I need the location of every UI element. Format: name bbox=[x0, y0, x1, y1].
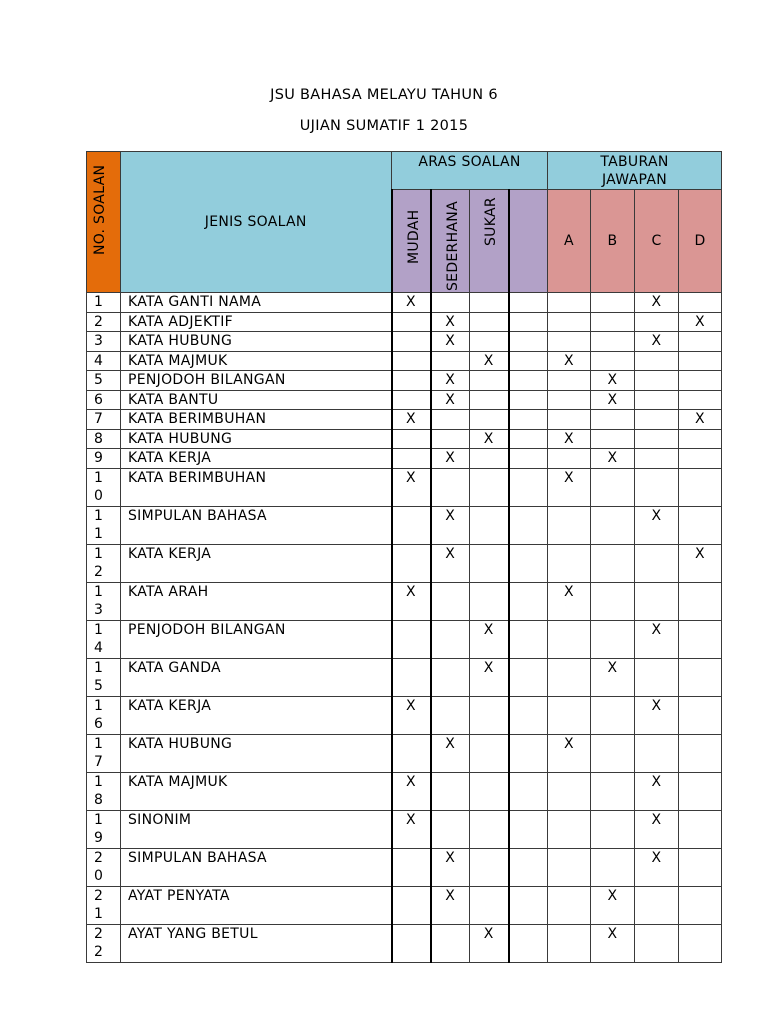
answer-cell-c bbox=[635, 734, 679, 772]
aras-cell-blank bbox=[509, 506, 548, 544]
answer-cell-c bbox=[635, 449, 679, 469]
answer-cell-c bbox=[635, 429, 679, 449]
aras-cell-blank bbox=[509, 429, 548, 449]
aras-cell-mudah bbox=[392, 312, 431, 332]
answer-cell-a bbox=[548, 848, 591, 886]
aras-cell-blank bbox=[509, 696, 548, 734]
question-number: 2 bbox=[87, 312, 121, 332]
aras-cell-mudah: X bbox=[392, 772, 431, 810]
answer-cell-a bbox=[548, 924, 591, 962]
question-type: SINONIM bbox=[121, 810, 392, 848]
aras-cell-blank bbox=[509, 390, 548, 410]
aras-cell-sederhana bbox=[431, 924, 470, 962]
aras-cell-blank bbox=[509, 582, 548, 620]
question-type: KATA ARAH bbox=[121, 582, 392, 620]
header-aras-soalan: ARAS SOALAN bbox=[392, 152, 548, 190]
question-type: KATA KERJA bbox=[121, 449, 392, 469]
answer-cell-a bbox=[548, 506, 591, 544]
answer-cell-d bbox=[679, 696, 722, 734]
answer-cell-c bbox=[635, 410, 679, 430]
answer-cell-d: X bbox=[679, 410, 722, 430]
answer-cell-b bbox=[591, 410, 635, 430]
answer-cell-d bbox=[679, 924, 722, 962]
answer-cell-d bbox=[679, 848, 722, 886]
question-number: 10 bbox=[87, 468, 121, 506]
answer-cell-c bbox=[635, 886, 679, 924]
question-type: KATA ADJEKTIF bbox=[121, 312, 392, 332]
aras-cell-sukar bbox=[470, 449, 509, 469]
question-type: SIMPULAN BAHASA bbox=[121, 506, 392, 544]
question-number: 1 bbox=[87, 293, 121, 313]
header-taburan-line2: JAWAPAN bbox=[601, 172, 668, 188]
question-number: 15 bbox=[87, 658, 121, 696]
question-number: 22 bbox=[87, 924, 121, 962]
answer-cell-d bbox=[679, 810, 722, 848]
document-subtitle: UJIAN SUMATIF 1 2015 bbox=[299, 118, 469, 134]
answer-cell-a bbox=[548, 293, 591, 313]
question-type: KATA HUBUNG bbox=[121, 429, 392, 449]
answer-cell-c: X bbox=[635, 772, 679, 810]
aras-cell-sukar bbox=[470, 772, 509, 810]
question-number: 8 bbox=[87, 429, 121, 449]
aras-cell-blank bbox=[509, 658, 548, 696]
answer-cell-c bbox=[635, 582, 679, 620]
answer-cell-b bbox=[591, 848, 635, 886]
aras-cell-blank bbox=[509, 332, 548, 352]
header-sukar bbox=[470, 190, 509, 293]
answer-cell-b bbox=[591, 620, 635, 658]
aras-cell-mudah bbox=[392, 886, 431, 924]
answer-cell-d: X bbox=[679, 312, 722, 332]
aras-cell-sukar bbox=[470, 468, 509, 506]
question-number: 3 bbox=[87, 332, 121, 352]
document-title: JSU BAHASA MELAYU TAHUN 6 bbox=[270, 87, 498, 103]
header-c: C bbox=[635, 190, 679, 293]
aras-cell-sukar bbox=[470, 696, 509, 734]
answer-cell-d bbox=[679, 468, 722, 506]
answer-cell-b: X bbox=[591, 390, 635, 410]
table-row bbox=[87, 886, 722, 924]
answer-cell-c: X bbox=[635, 696, 679, 734]
aras-cell-mudah: X bbox=[392, 293, 431, 313]
aras-cell-mudah bbox=[392, 390, 431, 410]
table-row bbox=[87, 848, 722, 886]
question-type: PENJODOH BILANGAN bbox=[121, 371, 392, 391]
answer-cell-a bbox=[548, 449, 591, 469]
aras-cell-blank bbox=[509, 468, 548, 506]
aras-cell-sukar bbox=[470, 332, 509, 352]
question-number: 21 bbox=[87, 886, 121, 924]
aras-cell-mudah bbox=[392, 351, 431, 371]
aras-cell-sukar bbox=[470, 506, 509, 544]
question-number: 6 bbox=[87, 390, 121, 410]
answer-cell-c: X bbox=[635, 293, 679, 313]
question-type: PENJODOH BILANGAN bbox=[121, 620, 392, 658]
question-type: KATA KERJA bbox=[121, 696, 392, 734]
answer-cell-a bbox=[548, 696, 591, 734]
aras-cell-blank bbox=[509, 772, 548, 810]
aras-cell-blank bbox=[509, 734, 548, 772]
aras-cell-mudah bbox=[392, 658, 431, 696]
table-row bbox=[87, 429, 722, 449]
aras-cell-mudah: X bbox=[392, 696, 431, 734]
aras-cell-sederhana bbox=[431, 582, 470, 620]
question-type: KATA BERIMBUHAN bbox=[121, 410, 392, 430]
aras-cell-sukar bbox=[470, 371, 509, 391]
table-row bbox=[87, 312, 722, 332]
table-row bbox=[87, 696, 722, 734]
question-number: 9 bbox=[87, 449, 121, 469]
aras-cell-blank bbox=[509, 924, 548, 962]
header-taburan-line1: TABURAN bbox=[600, 154, 669, 170]
header-sederhana bbox=[431, 190, 470, 293]
table-row bbox=[87, 658, 722, 696]
answer-cell-a: X bbox=[548, 582, 591, 620]
header-no-soalan bbox=[87, 152, 121, 293]
answer-cell-d bbox=[679, 449, 722, 469]
question-number: 14 bbox=[87, 620, 121, 658]
answer-cell-d bbox=[679, 582, 722, 620]
table-row bbox=[87, 772, 722, 810]
answer-cell-b bbox=[591, 772, 635, 810]
answer-cell-d bbox=[679, 734, 722, 772]
answer-cell-b bbox=[591, 506, 635, 544]
aras-cell-sukar: X bbox=[470, 658, 509, 696]
answer-cell-c: X bbox=[635, 810, 679, 848]
aras-cell-sederhana bbox=[431, 658, 470, 696]
question-type: KATA KERJA bbox=[121, 544, 392, 582]
aras-cell-blank bbox=[509, 371, 548, 391]
aras-cell-sederhana bbox=[431, 696, 470, 734]
aras-cell-blank bbox=[509, 886, 548, 924]
answer-cell-c: X bbox=[635, 506, 679, 544]
aras-cell-sukar bbox=[470, 312, 509, 332]
header-d: D bbox=[679, 190, 722, 293]
answer-cell-b bbox=[591, 468, 635, 506]
answer-cell-a bbox=[548, 371, 591, 391]
question-number: 19 bbox=[87, 810, 121, 848]
header-aras-blank bbox=[509, 190, 548, 293]
question-type: KATA HUBUNG bbox=[121, 332, 392, 352]
answer-cell-a bbox=[548, 312, 591, 332]
aras-cell-sederhana: X bbox=[431, 506, 470, 544]
table-row bbox=[87, 332, 722, 352]
aras-cell-sederhana: X bbox=[431, 332, 470, 352]
question-rows bbox=[87, 293, 722, 963]
aras-cell-sukar: X bbox=[470, 351, 509, 371]
question-number: 16 bbox=[87, 696, 121, 734]
aras-cell-sederhana: X bbox=[431, 390, 470, 410]
aras-cell-sukar bbox=[470, 582, 509, 620]
aras-cell-sederhana bbox=[431, 468, 470, 506]
aras-cell-blank bbox=[509, 848, 548, 886]
answer-cell-b: X bbox=[591, 449, 635, 469]
question-type: KATA GANDA bbox=[121, 658, 392, 696]
table-row bbox=[87, 506, 722, 544]
table-row bbox=[87, 582, 722, 620]
answer-cell-c bbox=[635, 371, 679, 391]
answer-cell-d: X bbox=[679, 544, 722, 582]
aras-cell-sukar bbox=[470, 734, 509, 772]
question-number: 20 bbox=[87, 848, 121, 886]
aras-cell-sukar: X bbox=[470, 924, 509, 962]
answer-cell-b bbox=[591, 582, 635, 620]
answer-cell-b bbox=[591, 429, 635, 449]
question-type: AYAT PENYATA bbox=[121, 886, 392, 924]
aras-cell-mudah bbox=[392, 429, 431, 449]
answer-cell-d bbox=[679, 506, 722, 544]
answer-cell-c bbox=[635, 390, 679, 410]
table-row bbox=[87, 734, 722, 772]
table-row bbox=[87, 468, 722, 506]
aras-cell-blank bbox=[509, 810, 548, 848]
answer-cell-b bbox=[591, 696, 635, 734]
question-type: SIMPULAN BAHASA bbox=[121, 848, 392, 886]
answer-cell-b bbox=[591, 312, 635, 332]
aras-cell-mudah bbox=[392, 544, 431, 582]
answer-cell-c: X bbox=[635, 620, 679, 658]
aras-cell-sederhana: X bbox=[431, 312, 470, 332]
aras-cell-mudah bbox=[392, 371, 431, 391]
aras-cell-mudah bbox=[392, 620, 431, 658]
question-type: KATA BERIMBUHAN bbox=[121, 468, 392, 506]
question-number: 17 bbox=[87, 734, 121, 772]
header-taburan-jawapan bbox=[548, 152, 722, 190]
answer-cell-d bbox=[679, 620, 722, 658]
answer-cell-a bbox=[548, 620, 591, 658]
header-mudah bbox=[392, 190, 431, 293]
question-number: 18 bbox=[87, 772, 121, 810]
answer-cell-c bbox=[635, 312, 679, 332]
answer-cell-b bbox=[591, 293, 635, 313]
aras-cell-sederhana: X bbox=[431, 734, 470, 772]
aras-cell-sederhana bbox=[431, 620, 470, 658]
answer-cell-a bbox=[548, 810, 591, 848]
aras-cell-sukar: X bbox=[470, 429, 509, 449]
question-number: 13 bbox=[87, 582, 121, 620]
table-row bbox=[87, 410, 722, 430]
answer-cell-c bbox=[635, 468, 679, 506]
aras-cell-mudah bbox=[392, 924, 431, 962]
answer-cell-d bbox=[679, 351, 722, 371]
header-jenis-soalan: JENIS SOALAN bbox=[121, 152, 392, 293]
table-row bbox=[87, 351, 722, 371]
aras-cell-blank bbox=[509, 620, 548, 658]
answer-cell-b: X bbox=[591, 658, 635, 696]
aras-cell-blank bbox=[509, 449, 548, 469]
answer-cell-d bbox=[679, 293, 722, 313]
header-b: B bbox=[591, 190, 635, 293]
aras-cell-sederhana: X bbox=[431, 544, 470, 582]
aras-cell-blank bbox=[509, 544, 548, 582]
answer-cell-c bbox=[635, 351, 679, 371]
question-type: KATA GANTI NAMA bbox=[121, 293, 392, 313]
answer-cell-b: X bbox=[591, 886, 635, 924]
answer-cell-c: X bbox=[635, 848, 679, 886]
aras-cell-blank bbox=[509, 410, 548, 430]
aras-cell-sukar bbox=[470, 293, 509, 313]
aras-cell-mudah bbox=[392, 848, 431, 886]
answer-cell-a: X bbox=[548, 734, 591, 772]
answer-cell-d bbox=[679, 429, 722, 449]
aras-cell-sederhana: X bbox=[431, 886, 470, 924]
question-type: KATA BANTU bbox=[121, 390, 392, 410]
answer-cell-a bbox=[548, 410, 591, 430]
aras-cell-mudah bbox=[392, 332, 431, 352]
aras-cell-blank bbox=[509, 293, 548, 313]
answer-cell-d bbox=[679, 390, 722, 410]
aras-cell-blank bbox=[509, 312, 548, 332]
table-row bbox=[87, 293, 722, 313]
aras-cell-sederhana bbox=[431, 810, 470, 848]
table-row bbox=[87, 620, 722, 658]
aras-cell-sederhana bbox=[431, 772, 470, 810]
aras-cell-mudah: X bbox=[392, 468, 431, 506]
answer-cell-b bbox=[591, 544, 635, 582]
answer-cell-a bbox=[548, 658, 591, 696]
answer-cell-a: X bbox=[548, 429, 591, 449]
answer-cell-a: X bbox=[548, 468, 591, 506]
answer-cell-a: X bbox=[548, 351, 591, 371]
header-mudah-label: MUDAH bbox=[405, 209, 422, 264]
aras-cell-mudah: X bbox=[392, 410, 431, 430]
aras-cell-sukar bbox=[470, 848, 509, 886]
aras-cell-blank bbox=[509, 351, 548, 371]
aras-cell-sukar bbox=[470, 410, 509, 430]
table-row bbox=[87, 924, 722, 962]
header-a: A bbox=[548, 190, 591, 293]
answer-cell-b bbox=[591, 810, 635, 848]
aras-cell-sederhana: X bbox=[431, 371, 470, 391]
answer-cell-a bbox=[548, 772, 591, 810]
answer-cell-b bbox=[591, 332, 635, 352]
answer-cell-c bbox=[635, 658, 679, 696]
question-number: 7 bbox=[87, 410, 121, 430]
aras-cell-mudah: X bbox=[392, 582, 431, 620]
aras-cell-sederhana: X bbox=[431, 848, 470, 886]
answer-cell-c bbox=[635, 544, 679, 582]
aras-cell-mudah bbox=[392, 506, 431, 544]
aras-cell-sederhana: X bbox=[431, 449, 470, 469]
aras-cell-sukar bbox=[470, 810, 509, 848]
aras-cell-sukar: X bbox=[470, 620, 509, 658]
answer-cell-b: X bbox=[591, 371, 635, 391]
answer-cell-b bbox=[591, 351, 635, 371]
question-type: KATA MAJMUK bbox=[121, 351, 392, 371]
aras-cell-sederhana bbox=[431, 410, 470, 430]
question-type: AYAT YANG BETUL bbox=[121, 924, 392, 962]
header-no-soalan-label: NO. SOALAN bbox=[92, 164, 108, 255]
aras-cell-mudah bbox=[392, 449, 431, 469]
answer-cell-d bbox=[679, 371, 722, 391]
aras-cell-sukar bbox=[470, 886, 509, 924]
question-number: 11 bbox=[87, 506, 121, 544]
answer-cell-a bbox=[548, 390, 591, 410]
table-row bbox=[87, 449, 722, 469]
question-type: KATA HUBUNG bbox=[121, 734, 392, 772]
aras-cell-sederhana bbox=[431, 429, 470, 449]
answer-cell-d bbox=[679, 658, 722, 696]
aras-cell-sukar bbox=[470, 390, 509, 410]
aras-cell-sukar bbox=[470, 544, 509, 582]
answer-cell-a bbox=[548, 886, 591, 924]
question-type: KATA MAJMUK bbox=[121, 772, 392, 810]
question-number: 4 bbox=[87, 351, 121, 371]
aras-cell-sederhana bbox=[431, 351, 470, 371]
answer-cell-d bbox=[679, 332, 722, 352]
answer-cell-d bbox=[679, 772, 722, 810]
table-row bbox=[87, 810, 722, 848]
jsu-table bbox=[86, 151, 722, 963]
answer-cell-c bbox=[635, 924, 679, 962]
table-row bbox=[87, 544, 722, 582]
question-number: 12 bbox=[87, 544, 121, 582]
aras-cell-mudah: X bbox=[392, 810, 431, 848]
answer-cell-d bbox=[679, 886, 722, 924]
answer-cell-a bbox=[548, 332, 591, 352]
answer-cell-a bbox=[548, 544, 591, 582]
table-row bbox=[87, 390, 722, 410]
aras-cell-sederhana bbox=[431, 293, 470, 313]
header-sederhana-label: SEDERHANA bbox=[444, 201, 461, 291]
header-sukar-label: SUKAR bbox=[483, 197, 499, 246]
answer-cell-b: X bbox=[591, 924, 635, 962]
aras-cell-mudah bbox=[392, 734, 431, 772]
question-number: 5 bbox=[87, 371, 121, 391]
answer-cell-b bbox=[591, 734, 635, 772]
answer-cell-c: X bbox=[635, 332, 679, 352]
table-row bbox=[87, 371, 722, 391]
